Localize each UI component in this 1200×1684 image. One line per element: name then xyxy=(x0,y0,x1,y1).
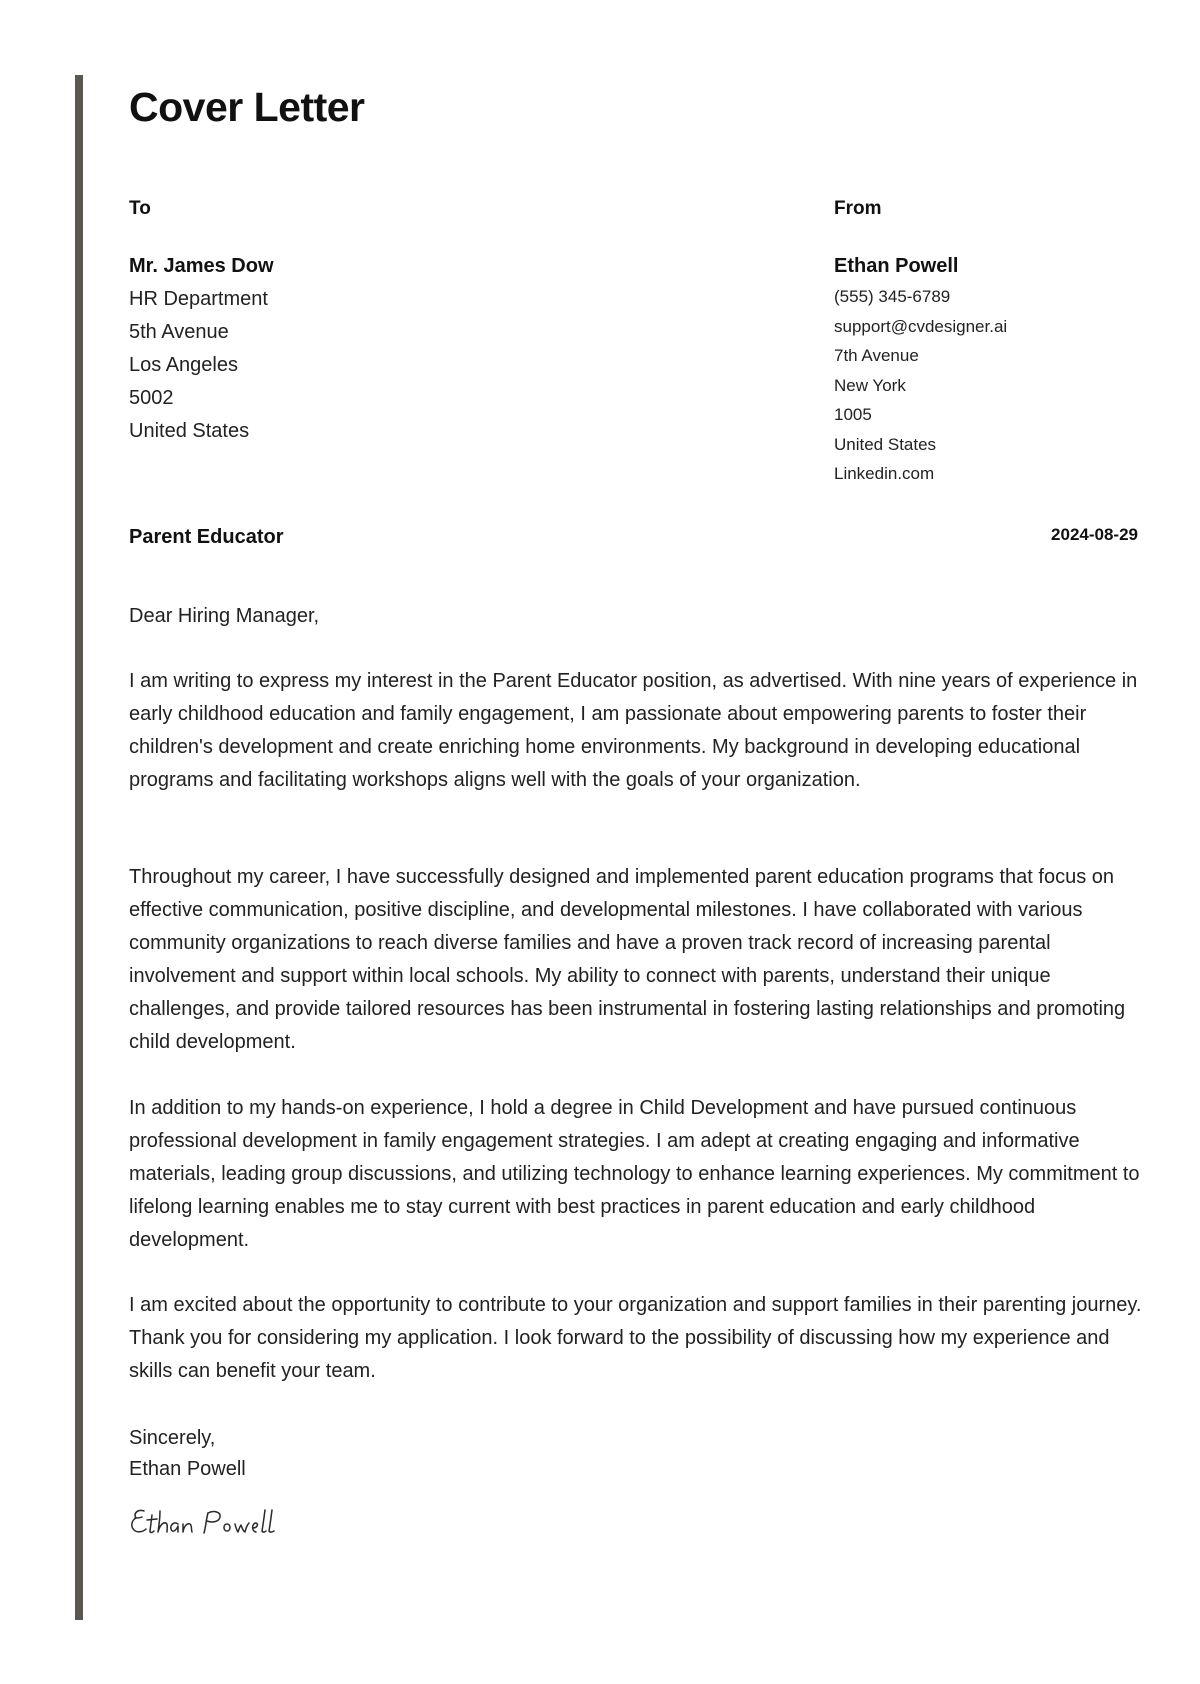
letter-paragraph-3: In addition to my hands-on experience, I hold a degree in Child Development and have pursued continuous professional development in family engagement strategies. I am adept at creating engaging and informative materials, leading group discussions, and utilizing technology to enhance learning experiences. My commitment to lifelong learning enables me to stay current with best practices in parent education and early childhood development. xyxy=(129,1097,1140,1251)
letter-closing: Sincerely, xyxy=(129,1427,216,1449)
recipient-city: Los Angeles xyxy=(129,354,238,376)
recipient-name: Mr. James Dow xyxy=(129,255,274,277)
sender-name: Ethan Powell xyxy=(834,255,959,277)
position-title: Parent Educator xyxy=(129,526,284,548)
recipient-block xyxy=(129,253,274,448)
letter-closing-name: Ethan Powell xyxy=(129,1458,246,1480)
recipient-postal-code: 5002 xyxy=(129,387,174,409)
recipient-country: United States xyxy=(129,420,250,442)
sender-city: New York xyxy=(834,375,906,395)
sender-postal-code: 1005 xyxy=(834,405,872,424)
letter-paragraph-1: I am writing to express my interest in the Parent Educator position, as advertised. With nine years of experience in early childhood education and family engagement, I am passionate about empowering parents to foster their children's development and create enriching home environments. My background in developing educational programs and facilitating workshops aligns well with the goals of your organization. xyxy=(129,670,1138,791)
left-accent-bar xyxy=(75,75,83,1620)
letter-paragraph-4: I am excited about the opportunity to contribute to your organization and support families in their parenting journey. Thank you for considering my application. I look forward to the possibility of discussing how my experience and skills can benefit your team. xyxy=(129,1294,1142,1382)
sender-country: United States xyxy=(834,434,937,454)
sender-street: 7th Avenue xyxy=(834,346,919,365)
sender-website: Linkedin.com xyxy=(834,464,935,483)
recipient-department: HR Department xyxy=(129,288,268,310)
to-label: To xyxy=(129,198,151,219)
from-label: From xyxy=(834,198,882,219)
letter-paragraph-2: Throughout my career, I have successfully designed and implemented parent education programs that focus on effective communication, positive discipline, and developmental milestones. I have collaborated with various community organizations to reach diverse families and have a proven track record of increasing parental involvement and support within local schools. My ability to connect with parents, understand their unique challenges, and provide tailored resources has been instrumental in fostering lasting relationships and promoting child development. xyxy=(129,866,1126,1053)
letter-greeting: Dear Hiring Manager, xyxy=(129,605,320,627)
letter-date: 2024-08-29 xyxy=(1051,525,1138,544)
handwritten-signature xyxy=(128,1505,293,1546)
sender-phone: (555) 345-6789 xyxy=(834,287,951,306)
page-title: Cover Letter xyxy=(129,84,365,130)
sender-email: support@cvdesigner.ai xyxy=(834,316,1008,336)
recipient-street: 5th Avenue xyxy=(129,321,229,343)
sender-block xyxy=(834,253,1007,489)
